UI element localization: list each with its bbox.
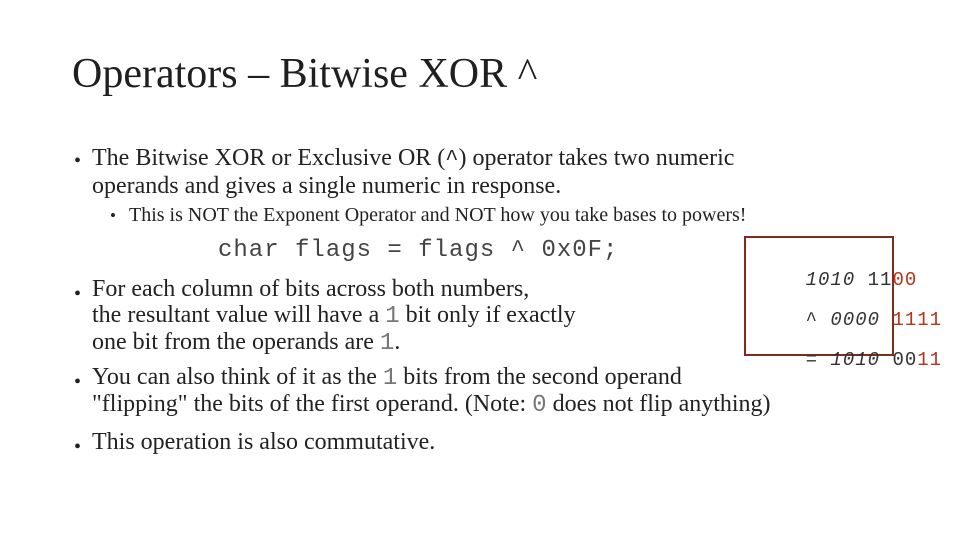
bullet-1-marker: • [74,150,82,172]
sub-bullet-1: This is NOT the Exponent Operator and NOT how you take bases to powers! [129,204,747,226]
bullet-2-text-a: the resultant value will have a [92,302,386,328]
code-example: char flags = flags ^ 0x0F; [218,237,619,264]
slide-title: Operators – Bitwise XOR ^ [72,51,538,97]
bullet-2-line-2 [92,302,576,330]
one-inline-b: 1 [379,330,395,357]
bullet-3-line-2 [92,391,771,419]
bullet-4-line-1: This operation is also commutative. [92,429,436,455]
xor-row-3-low-hi: 11 [917,349,943,371]
xor-row-3-low-plain: 00 [892,349,918,371]
xor-row-1-high: 1010 [805,269,856,291]
one-inline-c: 1 [382,365,398,392]
xor-row-2-prefix: ^ [805,309,831,331]
bullet-1-text-a: The Bitwise XOR or Exclusive OR ( [92,145,446,171]
sub-bullet-marker: • [110,206,116,225]
xor-row-2-high: 0000 [830,309,881,331]
xor-row-2-low-hi: 1111 [892,309,943,331]
xor-operator-inline: ^ [445,147,459,172]
bullet-3-text-b: bits from the second operand [397,364,682,390]
bullet-2-text-c: one bit from the operands are [92,329,380,355]
bullet-3-marker: • [74,371,82,393]
xor-row-1-low-plain: 11 [867,269,893,291]
zero-inline: 0 [532,392,547,419]
one-inline-a: 1 [385,303,400,330]
bullet-3-text-a: You can also think of it as the [92,364,383,390]
xor-row-3 [756,327,942,393]
xor-example-box [744,236,943,371]
bullet-4-marker: • [74,436,82,458]
bullet-3-text-d: does not flip anything) [546,391,771,417]
bullet-2-text-d: . [394,329,401,355]
bullet-1-line-2: operands and gives a single numeric in response. [92,173,562,199]
bullet-3-text-c: "flipping" the bits of the first operand. (Note: [92,391,533,417]
xor-row-1-low-hi: 00 [892,269,918,291]
bullet-2-line-1: For each column of bits across both numbers, [92,276,530,302]
bullet-2-line-3 [92,329,400,357]
bullet-1-text-b: ) operator takes two numeric [458,145,735,171]
bullet-2-marker: • [74,283,82,305]
bullet-3-line-1 [92,364,682,392]
xor-row-3-prefix: = [805,349,831,371]
bullet-1-line-1 [92,145,734,172]
bullet-2-text-b: bit only if exactly [399,302,576,328]
xor-row-3-high: 1010 [830,349,881,371]
